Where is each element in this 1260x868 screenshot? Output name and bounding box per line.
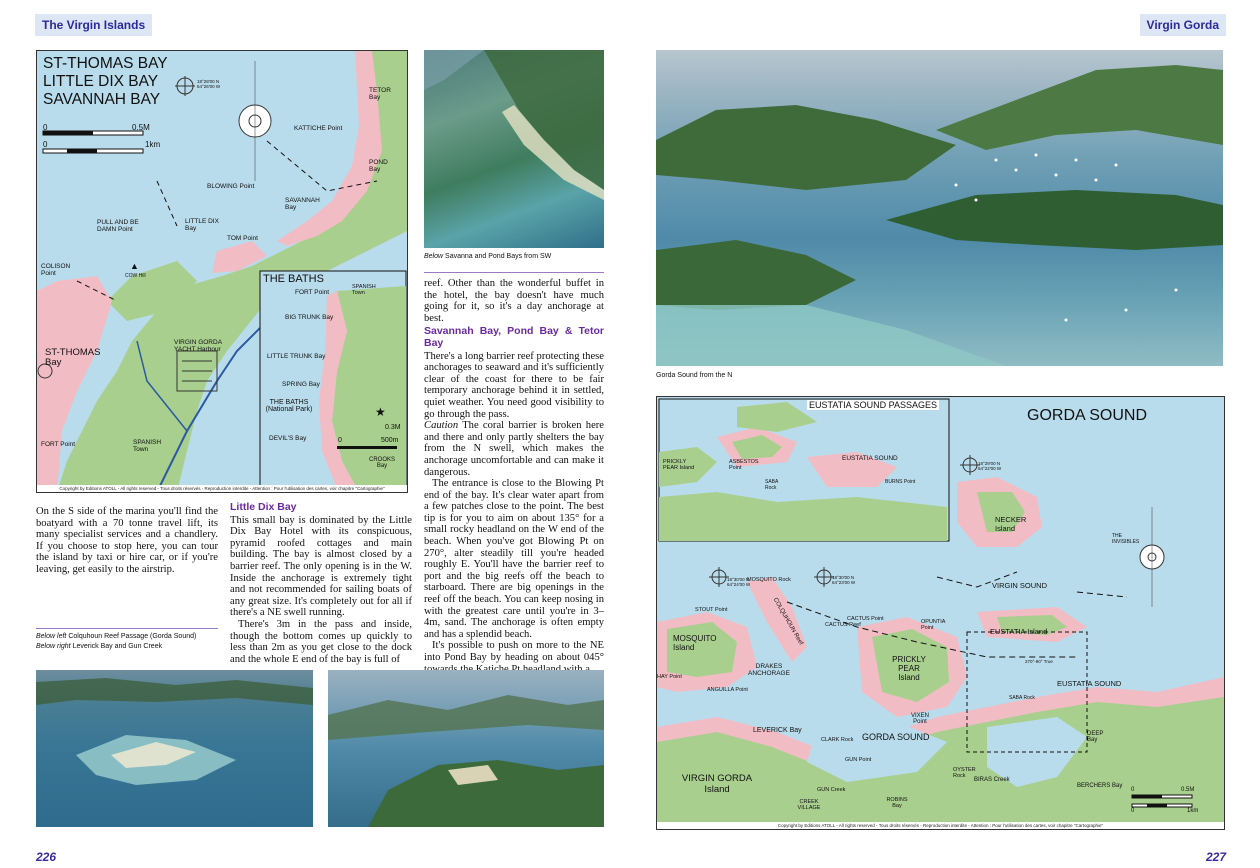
chart-gorda-copyright: Copyright by Editions ATOLL - All rights reserved - Tous droits réservés - Reproduction interdite - Attention : Pour l'utilisation des cartes, voir chapitre "Cartographie" (657, 822, 1224, 829)
photo-savanna-pond-bays (424, 50, 604, 248)
inset-label-devils-bay: DEVIL'S Bay (269, 435, 307, 442)
col1-paragraph: On the S side of the marina you'll find the boatyard with a 70 tonne travel lift, its many specialist services and a chandlery. If you choose to stop here, you can tour the island by taxi or hire car, or if you're leaving, get easily to the airstrip. (36, 506, 218, 575)
scale-zero-nm: 0 (43, 123, 48, 132)
label-st-thomas-bay: ST-THOMAS Bay (45, 347, 101, 368)
inset-label-asbestos-point: ASBESTOS Point (729, 459, 759, 471)
col3-paragraph-3: The entrance is close to the Blowing Pt end of the bay. It's clear water apart from a few patches close to the point. The best tip is for you to aim on about 135° for a small rocky headland on the W end of the beach. When you've got Blowing Pt on 270°, alter steadily till you're headed roughly E. You'll have the barrier reef to port and the big reefs off the beach to starboard. There are big openings in the reef off the beach. You can keep nosing in with the greatest care until you're in 3–4m, sand. The anchorage is often empty and has a splendid beach. (424, 478, 604, 640)
col2-paragraph-2: There's 3m in the pass and inside, though the bottom comes up quickly to less than 2m as you get close to the dock and the whole E end of the bay is full of (230, 618, 412, 665)
photo-colquhoun-reef-graphic (36, 670, 313, 827)
label-tetor-bay: TETOR Bay (369, 87, 391, 101)
bearing-label: 270°-90° True (1025, 659, 1053, 664)
label-anguilla-point: ANGUILLA Point (707, 687, 748, 693)
scale-km-label: 1km (145, 140, 161, 149)
caption-below-left-lead: Below left (36, 633, 67, 640)
label-hay-point: HAY Point (657, 674, 682, 680)
caption-savanna-pond-lead: Below (424, 253, 444, 260)
label-leverick-bay: LEVERICK Bay (753, 727, 802, 734)
inset-scale-nm: 0.3M (385, 424, 401, 431)
label-cactus-reef: CACTUS Reef (825, 622, 861, 628)
chart-title (43, 55, 168, 109)
label-colison-point: COLISON Point (41, 263, 71, 277)
label-katriche-point: KATTICHE Point (294, 125, 343, 132)
page-number-left: 226 (36, 850, 57, 864)
chart-st-thomas-bay (36, 50, 408, 493)
right-page (630, 0, 1260, 868)
caption-below-right (36, 642, 196, 652)
coord-label: 18°28'00 N 64°26'00 W (197, 79, 221, 89)
photo-leverick-bay (328, 670, 604, 827)
caution-label: Caution (424, 420, 459, 432)
inset-label-spring-bay: SPRING Bay (282, 381, 320, 388)
label-little-dix-bay: LITTLE DIX Bay (185, 218, 219, 232)
inset-label-the-baths: THE BATHS (National Park) (265, 399, 313, 413)
label-eustatia-sound: EUSTATIA SOUND (1057, 679, 1122, 688)
heading-savannah-bay: Savannah Bay, Pond Bay & Tetor Bay (424, 325, 604, 349)
caption-rule-top (424, 272, 604, 273)
col3-caution (424, 420, 604, 478)
bottom-captions (36, 632, 196, 652)
chart-title-line-1: ST-THOMAS BAY (43, 55, 168, 72)
scale-km-right: 1km (1187, 808, 1199, 814)
inset-title: THE BATHS (263, 273, 324, 285)
label-deep-bay: DEEP Bay (1087, 731, 1104, 743)
col3-paragraph-2: There's a long barrier reef protecting these anchorages to seaward and it's sufficiently clear of the coast for there to be fair temporary anchorage behind it in settled, quiet weather. You need good visibility to go through the pass. (424, 350, 604, 420)
label-mosquito-island: MOSQUITO Island (673, 634, 717, 652)
label-gun-point: GUN Point (845, 757, 872, 763)
inset-label-eustatia-sound: EUSTATIA SOUND (842, 455, 898, 462)
label-saba-rock: SABA Rock (1009, 695, 1035, 701)
scale-zero-km: 0 (43, 140, 48, 149)
inset-label-crooks-bay: CROOKS Bay (368, 457, 395, 469)
label-cactus-point: CACTUS Point (847, 616, 884, 622)
label-tom-point: TOM Point (227, 235, 258, 242)
col3-paragraph-1: reef. Other than the wonderful buffet in the hotel, the bay doesn't have much going for it, so it's a day anchorage at best. (424, 278, 604, 324)
text-column-2 (230, 500, 412, 665)
photo-colquhoun-reef (36, 670, 313, 827)
heading-little-dix-bay: Little Dix Bay (230, 501, 297, 513)
chart-title-line-2: LITTLE DIX BAY (43, 73, 159, 90)
svg-text:▲: ▲ (130, 261, 139, 271)
chart-copyright: Copyright by Editions ATOLL - All rights reserved - Tous droits réservés - Reproduction interdite - Attention : Pour l'utilisation des cartes, voir chapitre "Cartographie" (37, 485, 407, 492)
label-eustatia-island: EUSTATIA Island (990, 627, 1048, 636)
label-drakes-anchorage: DRAKES ANCHORAGE (748, 663, 790, 677)
inset-label-little-trunk-bay: LITTLE TRUNK Bay (267, 353, 326, 360)
coord-label-c: 18°29'00 N 64°22'00 W (978, 461, 1002, 471)
label-gun-creek: GUN Creek (817, 787, 846, 793)
caption-savanna-pond-text: Savanna and Pond Bays from SW (445, 253, 552, 260)
scale-zero-km-right: 0 (1131, 808, 1135, 814)
caption-rule-bottom (36, 628, 218, 629)
label-biras-creek: BIRAS Creek (974, 777, 1010, 783)
caption-below-right-lead: Below right (36, 643, 71, 650)
label-cow-hill: COW Hill (125, 273, 146, 279)
inset-label-fort-point: FORT Point (295, 289, 330, 296)
chart-gorda-sound (656, 396, 1225, 830)
label-the-invisibles: THE INVISIBLES (1112, 533, 1140, 545)
coord-label-b: 18°30'00 N 64°23'00 W (832, 575, 856, 585)
inset-scale-m: 500m (381, 437, 399, 444)
label-prickly-pear: PRICKLY PEAR Island (892, 655, 926, 682)
caption-below-left (36, 632, 196, 642)
running-header-right: Virgin Gorda (1140, 14, 1226, 36)
label-stout-point: STOUT Point (695, 607, 728, 613)
caption-below-left-text: Colquhoun Reef Passage (Gorda Sound) (68, 633, 197, 640)
chart-st-thomas-bay-graphic (37, 51, 407, 492)
label-yacht-harbour: VIRGIN GORDA YACHT Harbour (174, 339, 222, 353)
label-necker-island: NECKER Island (995, 515, 1027, 533)
caption-savanna-pond (424, 253, 551, 260)
label-clark-rock: CLARK Rock (821, 737, 854, 743)
inset-gorda-title: EUSTATIA SOUND PASSAGES (809, 400, 938, 410)
running-header-left: The Virgin Islands (35, 14, 152, 36)
inset-label-prickly-pear: PRICKLY PEAR Island (663, 459, 695, 471)
chart-title-line-3: SAVANNAH BAY (43, 91, 161, 108)
label-gorda-sound: GORDA SOUND (862, 732, 930, 742)
scale-zero-nm-right: 0 (1131, 787, 1135, 793)
caption-gorda-sound: Gorda Sound from the N (656, 372, 733, 379)
coord-label-a: 18°30'00 N 64°24'00 W (727, 577, 751, 587)
label-oyster-rock: OYSTER Rock (953, 767, 976, 779)
label-virgin-sound: VIRGIN SOUND (992, 581, 1048, 590)
label-berchers-bay: BERCHERS Bay (1077, 783, 1123, 789)
scale-nm-right: 0.5M (1181, 787, 1195, 793)
chart-gorda-title: GORDA SOUND (1027, 407, 1148, 424)
photo-leverick-bay-graphic (328, 670, 604, 827)
label-robins-bay: ROBINS Bay (886, 797, 908, 809)
label-colquhoun-reef: COLQUHOUN Reef (771, 597, 804, 647)
inset-label-spanish-town: SPANISH Town (352, 284, 376, 296)
label-opuntia-point: OPUNTIA Point (921, 619, 946, 631)
label-virgin-gorda-island: VIRGIN GORDA Island (681, 773, 753, 795)
col2-paragraph-1: This small bay is dominated by the Little Dix Bay Hotel with its conspicuous, pyramid roofed cottages and main building. The bay is almost closed by a barrier reef. The only opening is in the W. Inside the anchorage is extremely tight and not recommended for sailing boats of any great size. It's completely out for all if there's a NE swell running. (230, 514, 412, 619)
caution-text: The coral barrier is broken here and there and only partly shelters the bay from the N swell, which makes the anchorage uncomfortable and can make it dangerous. (424, 420, 604, 478)
photo-savanna-pond-bays-graphic (424, 50, 604, 248)
text-column-1 (36, 506, 218, 576)
photo-gorda-sound (656, 50, 1223, 366)
scale-nm-label: 0.5M (132, 123, 150, 132)
label-vixen-point: VIXEN Point (910, 713, 929, 725)
caption-below-right-text: Leverick Bay and Gun Creek (72, 643, 163, 650)
inset-label-big-trunk-bay: BIG TRUNK Bay (285, 314, 334, 321)
label-creek-village: CREEK VILLAGE (797, 799, 821, 811)
inset-label-burns-point: BURNS Point (885, 479, 916, 485)
label-pond-bay: POND Bay (369, 159, 388, 173)
label-savannah-bay: SAVANNAH Bay (285, 197, 320, 211)
svg-text:★: ★ (375, 405, 386, 419)
label-mosquito-rock: MOSQUITO Rock (747, 577, 791, 583)
col3-paragraph-4: It's possible to push on more to the NE into Pond Bay by heading on about 045° (424, 640, 604, 663)
label-pull-and-be-damn-point: PULL AND BE DAMN Point (97, 219, 139, 233)
inset-scale-zero: 0 (338, 437, 342, 444)
page-number-right: 227 (1205, 850, 1226, 864)
inset-label-saba-rock: SABA Rock (765, 479, 779, 491)
label-fort-point: FORT Point (41, 441, 76, 448)
photo-gorda-sound-graphic (656, 50, 1223, 366)
label-blowing-point: BLOWING Point (207, 183, 255, 190)
text-column-3 (424, 278, 604, 675)
label-spanish-town: SPANISH Town (133, 439, 162, 453)
